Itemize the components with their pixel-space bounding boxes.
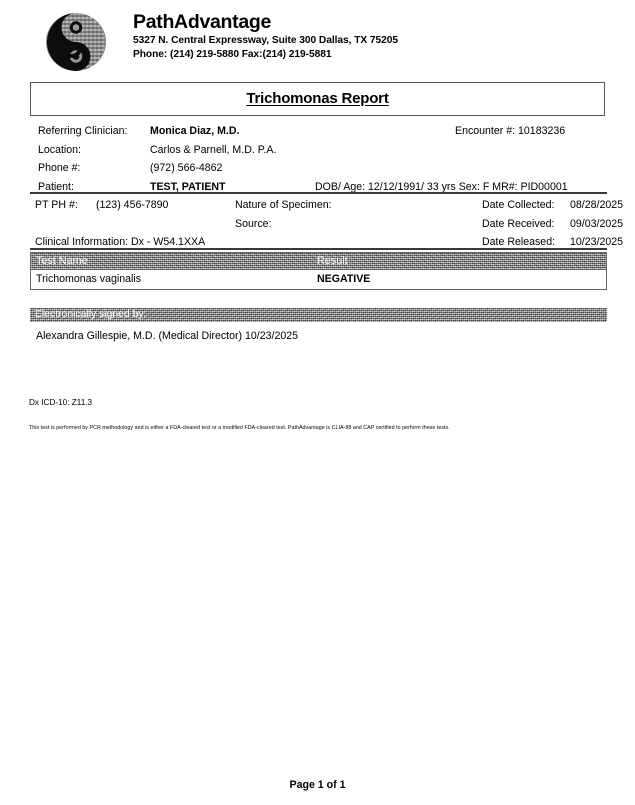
yin-yang-logo-icon bbox=[46, 13, 108, 73]
pt-ph-value: (123) 456-7890 bbox=[96, 199, 169, 211]
results-table bbox=[30, 252, 607, 290]
letterhead bbox=[0, 8, 635, 76]
date-collected-value: 08/28/2025 bbox=[570, 199, 624, 211]
date-released-label: Date Released: bbox=[482, 236, 556, 248]
report-title-box bbox=[30, 82, 605, 116]
row-source-received bbox=[30, 215, 624, 234]
column-header-test-name: Test Name bbox=[36, 255, 88, 267]
pt-ph-label: PT PH #: bbox=[35, 199, 78, 211]
date-collected-label: Date Collected: bbox=[482, 199, 555, 211]
page-title: Trichomonas Report bbox=[246, 90, 389, 107]
row-location bbox=[30, 141, 607, 160]
clinical-information: Clinical Information: Dx - W54.1XXA bbox=[35, 236, 206, 248]
patient-name-value: TEST, PATIENT bbox=[150, 180, 226, 193]
location-value: Carlos & Parnell, M.D. P.A. bbox=[150, 143, 277, 156]
company-name: PathAdvantage bbox=[133, 11, 272, 33]
patient-label: Patient: bbox=[38, 180, 74, 193]
cell-test-name: Trichomonas vaginalis bbox=[36, 273, 142, 285]
encounter-number: Encounter #: 10183236 bbox=[455, 125, 566, 137]
table-row bbox=[31, 269, 606, 289]
results-table-header bbox=[31, 253, 606, 269]
company-phone-fax: Phone: (214) 219-5880 Fax:(214) 219-5881 bbox=[133, 48, 332, 60]
patient-demographics bbox=[30, 122, 607, 196]
referring-clinician-label: Referring Clinician: bbox=[38, 125, 128, 137]
specimen-details bbox=[30, 196, 624, 252]
patient-dob-age-sex-mr: DOB/ Age: 12/12/1991/ 33 yrs Sex: F MR#: PID00001 bbox=[315, 180, 568, 193]
phone-value: (972) 566-4862 bbox=[150, 162, 223, 174]
phone-label: Phone #: bbox=[38, 162, 81, 174]
row-phone bbox=[30, 159, 607, 178]
row-pt-ph-nature-collected bbox=[30, 196, 624, 215]
date-received-label: Date Received: bbox=[482, 217, 555, 230]
divider-above-results bbox=[30, 248, 607, 250]
method-disclaimer: This test is performed by PCR methodology and is either a FDA-cleared test or a modified FDA-cleared test. PathAdvantage is CLIA-88 and CAP certified to perform these tests. bbox=[29, 425, 450, 431]
company-address: 5327 N. Central Expressway, Suite 300 Dallas, TX 75205 bbox=[133, 35, 398, 46]
row-referring-clinician bbox=[30, 122, 607, 141]
column-header-result: Result bbox=[317, 255, 348, 267]
page-number: Page 1 of 1 bbox=[289, 779, 346, 791]
cell-result: NEGATIVE bbox=[317, 273, 371, 285]
icd-10-code: Dx ICD-10: Z11.3 bbox=[29, 398, 93, 407]
referring-clinician-value: Monica Diaz, M.D. bbox=[150, 125, 240, 137]
date-received-value: 09/03/2025 bbox=[570, 217, 624, 230]
electronically-signed-label: Electronically signed by: bbox=[35, 309, 147, 320]
nature-of-specimen-label: Nature of Specimen: bbox=[235, 199, 332, 211]
divider-above-specimen bbox=[30, 192, 607, 194]
date-released-value: 10/23/2025 bbox=[570, 236, 624, 248]
electronically-signed-bar bbox=[30, 308, 607, 322]
source-label: Source: bbox=[235, 217, 272, 230]
location-label: Location: bbox=[38, 143, 81, 156]
signer-name: Alexandra Gillespie, M.D. (Medical Director) 10/23/2025 bbox=[36, 330, 299, 342]
